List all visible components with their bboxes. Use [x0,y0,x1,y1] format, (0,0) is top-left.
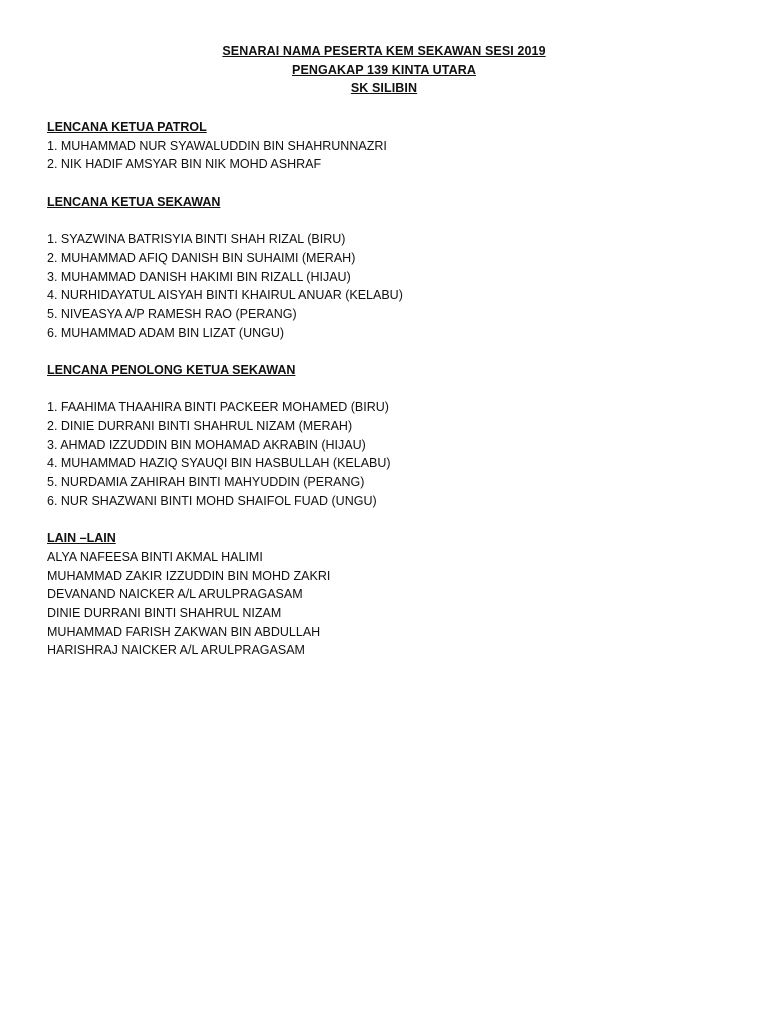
document-body [47,118,747,660]
spacer [47,211,747,230]
list-item: 2. NIK HADIF AMSYAR BIN NIK MOHD ASHRAF [47,157,322,172]
section-heading-ketua-patrol: LENCANA KETUA PATROL [47,120,207,134]
list-item: 2. MUHAMMAD AFIQ DANISH BIN SUHAIMI (MERAH) [47,250,356,265]
list-item: DEVANAND NAICKER A/L ARULPRAGASAM [47,587,303,602]
title-line-3: SK SILIBIN [350,81,418,96]
title-line-1: SENARAI NAMA PESERTA KEM SEKAWAN SESI 2019 [222,44,546,58]
list-item: 1. FAAHIMA THAAHIRA BINTI PACKEER MOHAMED (BIRU) [47,400,389,415]
list-item: 5. NIVEASYA A/P RAMESH RAO (PERANG) [47,306,297,321]
list-item: 1. MUHAMMAD NUR SYAWALUDDIN BIN SHAHRUNNAZRI [47,138,387,153]
list-item: 6. NUR SHAZWANI BINTI MOHD SHAIFOL FUAD (UNGU) [47,493,377,508]
document-title [0,42,768,98]
list-item: 5. NURDAMIA ZAHIRAH BINTI MAHYUDDIN (PERANG) [47,475,365,490]
list-item: 3. AHMAD IZZUDDIN BIN MOHAMAD AKRABIN (HIJAU) [47,437,366,452]
list-item: 1. SYAZWINA BATRISYIA BINTI SHAH RIZAL (BIRU) [47,232,346,247]
spacer [47,380,747,399]
spacer [47,342,747,361]
spacer [47,510,747,529]
list-item: DINIE DURRANI BINTI SHAHRUL NIZAM [47,605,282,620]
list-item: 4. MUHAMMAD HAZIQ SYAUQI BIN HASBULLAH (KELABU) [47,456,391,471]
list-item: 2. DINIE DURRANI BINTI SHAHRUL NIZAM (MERAH) [47,419,353,433]
list-item: 3. MUHAMMAD DANISH HAKIMI BIN RIZALL (HIJAU) [47,269,351,284]
section-heading-penolong-ketua-sekawan: LENCANA PENOLONG KETUA SEKAWAN [47,362,296,377]
section-heading-ketua-sekawan: LENCANA KETUA SEKAWAN [47,194,221,209]
list-item: 4. NURHIDAYATUL AISYAH BINTI KHAIRUL ANUAR (KELABU) [47,288,403,303]
list-item: MUHAMMAD FARISH ZAKWAN BIN ABDULLAH [47,624,321,639]
section-heading-lain-lain: LAIN –LAIN [47,531,116,546]
title-line-2: PENGAKAP 139 KINTA UTARA [292,62,476,77]
list-item: ALYA NAFEESA BINTI AKMAL HALIMI [47,549,263,564]
list-item: MUHAMMAD ZAKIR IZZUDDIN BIN MOHD ZAKRI [47,568,331,583]
list-item: 6. MUHAMMAD ADAM BIN LIZAT (UNGU) [47,325,285,340]
list-item: HARISHRAJ NAICKER A/L ARULPRAGASAM [47,643,305,658]
spacer [47,174,747,193]
